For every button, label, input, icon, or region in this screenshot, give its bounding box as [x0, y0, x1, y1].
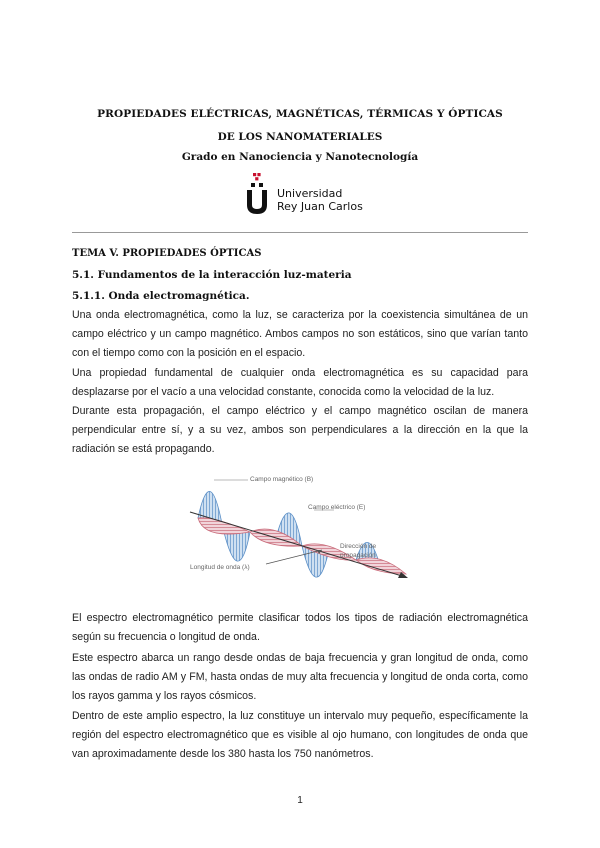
subsection-heading: 5.1.1. Onda electromagnética. [72, 290, 250, 302]
section-heading: 5.1. Fundamentos de la interacción luz-materia [72, 269, 352, 281]
electric-lobe-1 [198, 518, 250, 534]
paragraph-speed-of-light: Una propiedad fundamental de cualquier onda electromagnética es su capacidad para desplazarse por el vacío a una velocidad constante, conocida como la velocidad de la luz. [72, 367, 528, 398]
university-name [277, 187, 363, 213]
paragraph-spectrum-classification: El espectro electromagnético permite clasificar todos los tipos de radiación electromagnética según su frecuencia o longitud de onda. [72, 612, 528, 643]
degree-subtitle: Grado en Nanociencia y Nanotecnología [181, 151, 419, 163]
chapter-heading: TEMA V. PROPIEDADES ÓPTICAS [72, 248, 262, 259]
page-number: 1 [297, 795, 303, 806]
em-wave-figure [184, 466, 416, 592]
wavelength-label: Longitud de onda (λ) [190, 564, 250, 571]
university-name-line1: Universidad [277, 187, 343, 200]
course-title-line1: PROPIEDADES ELÉCTRICAS, MAGNÉTICAS, TÉRMICAS Y ÓPTICAS [97, 108, 503, 120]
paragraph-spectrum-range: Este espectro abarca un rango desde ondas de baja frecuencia y gran longitud de onda, como las ondas de radio AM y FM, hasta ondas de muy alta frecuencia y longitud de onda corta, como los rayos gamma y los rayos cósmicos. [72, 652, 528, 702]
electric-lobe-4 [356, 558, 406, 574]
paragraph-em-wave-definition: Una onda electromagnética, como la luz, se caracteriza por la coexistencia simultánea de un campo eléctrico y un campo magnético. Ambos campos no son estáticos, sino que varían tanto con el tiempo como con la posición en el espacio. [72, 309, 528, 359]
magnetic-field-label: Campo magnético (B) [250, 476, 314, 483]
university-name-line2: Rey Juan Carlos [277, 200, 363, 213]
urjc-logo-icon [244, 172, 274, 216]
propagation-label-line2: propagación [340, 552, 376, 559]
university-logo [244, 172, 364, 216]
electric-field-label: Campo eléctrico (E) [308, 504, 366, 511]
course-title-line2: DE LOS NANOMATERIALES [217, 131, 383, 143]
paragraph-perpendicular-fields: Durante esta propagación, el campo eléctrico y el campo magnético oscilan de manera perpendicular entre sí, y a su vez, ambos son perpendiculares a la dirección en la que la radiación se está propagando. [72, 405, 528, 455]
paragraph-visible-light: Dentro de este amplio espectro, la luz constituye un intervalo muy pequeño, específicamente la región del espectro electromagnético que es visible al ojo humano, con longitudes de onda que van aproximadamente desde los 380 hasta los 750 nanómetros. [72, 710, 528, 760]
em-wave-diagram [184, 466, 416, 592]
header-divider [72, 232, 528, 233]
propagation-label-line1: Dirección de [340, 543, 377, 550]
